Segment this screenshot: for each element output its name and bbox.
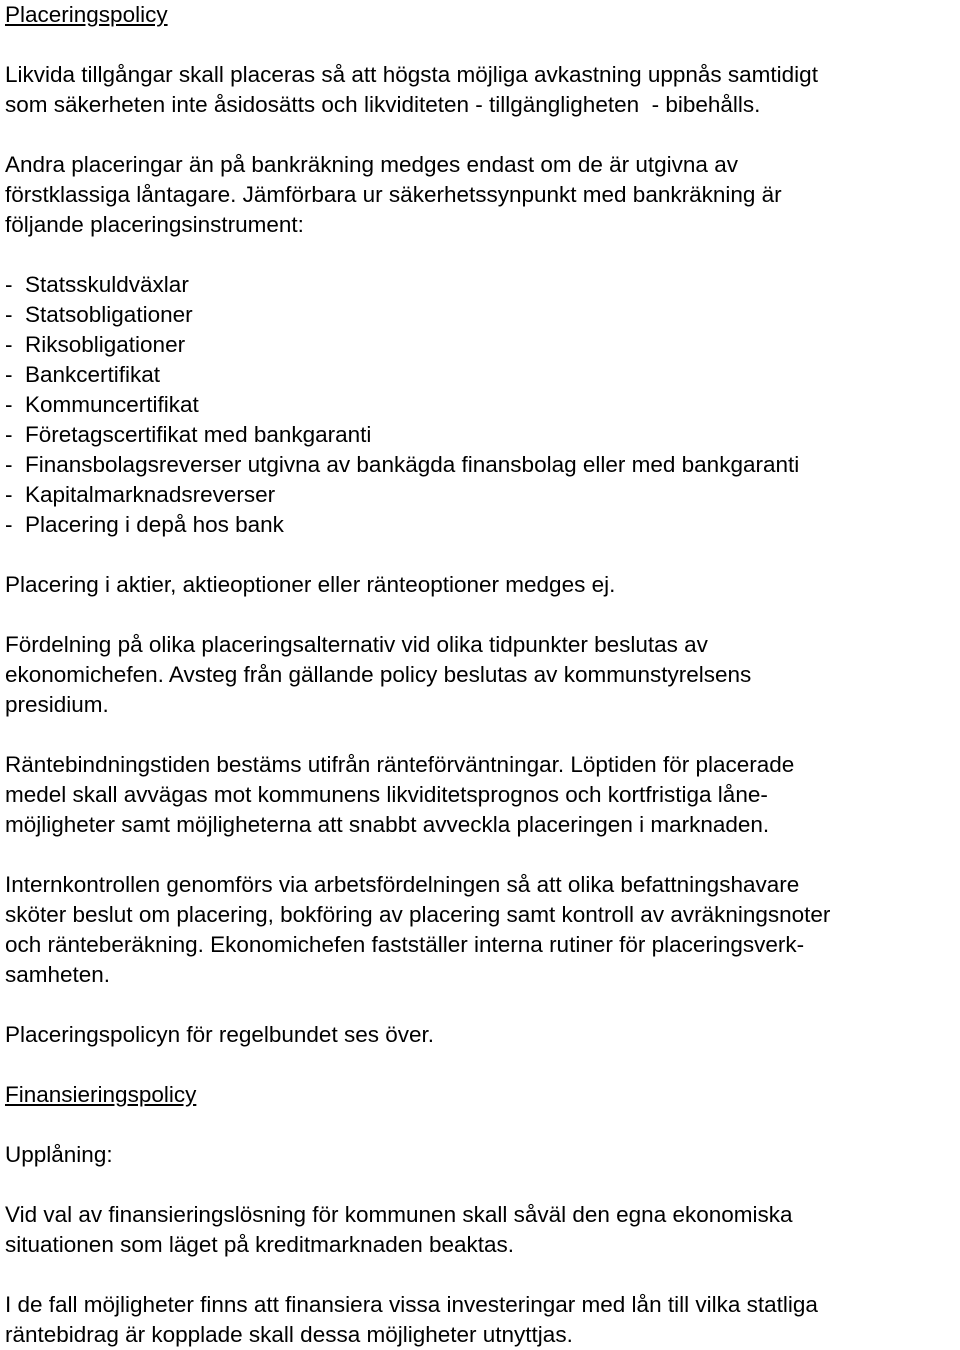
spacer: [5, 990, 957, 1020]
spacer: [5, 1170, 957, 1200]
paragraph-line: I de fall möjligheter finns att finansiera vissa investeringar med lån till vilka statliga: [5, 1292, 818, 1317]
allocation-paragraph: [5, 630, 957, 720]
interest-binding-paragraph: [5, 750, 957, 840]
list-item: - Statsskuldväxlar: [5, 272, 189, 297]
paragraph-line: förstklassiga låntagare. Jämförbara ur säkerhetssynpunkt med bankräkning är: [5, 182, 782, 207]
spacer: [5, 1050, 957, 1080]
list-item: - Kommuncertifikat: [5, 392, 199, 417]
paragraph-line: medel skall avvägas mot kommunens likviditetsprognos och kortfristiga låne-: [5, 782, 768, 807]
spacer: [5, 1260, 957, 1290]
state-grant-paragraph: [5, 1290, 957, 1350]
spacer: [5, 30, 957, 60]
other-placements-paragraph: [5, 150, 957, 240]
financing-policy-heading: Finansieringspolicy: [5, 1082, 197, 1107]
paragraph-line: Likvida tillgångar skall placeras så att högsta möjliga avkastning uppnås samtidigt: [5, 62, 818, 87]
document-page: [5, 0, 957, 1350]
list-item: - Företagscertifikat med bankgaranti: [5, 422, 372, 447]
paragraph-line: och ränteberäkning. Ekonomichefen fastställer interna rutiner för placeringsverk-: [5, 932, 805, 957]
list-item: - Placering i depå hos bank: [5, 512, 284, 537]
paragraph-line: Fördelning på olika placeringsalternativ vid olika tidpunkter beslutas av: [5, 632, 708, 657]
intro-paragraph: [5, 60, 957, 120]
financing-choice-paragraph: [5, 1200, 957, 1260]
paragraph-line: Andra placeringar än på bankräkning medges endast om de är utgivna av: [5, 152, 738, 177]
spacer: [5, 120, 957, 150]
spacer: [5, 840, 957, 870]
paragraph-line: samheten.: [5, 962, 111, 987]
shares-paragraph: Placering i aktier, aktieoptioner eller ränteoptioner medges ej.: [5, 572, 616, 597]
spacer: [5, 240, 957, 270]
paragraph-line: presidium.: [5, 692, 109, 717]
list-item: - Bankcertifikat: [5, 362, 161, 387]
paragraph-line: räntebidrag är kopplade skall dessa möjligheter utnyttjas.: [5, 1322, 573, 1347]
internal-control-paragraph: [5, 870, 957, 990]
paragraph-line: Internkontrollen genomförs via arbetsfördelningen så att olika befattningshavare: [5, 872, 800, 897]
review-paragraph: Placeringspolicyn för regelbundet ses över.: [5, 1022, 434, 1047]
paragraph-line: följande placeringsinstrument:: [5, 212, 304, 237]
placement-policy-heading: Placeringspolicy: [5, 2, 168, 27]
paragraph-line: möjligheter samt möjligheterna att snabbt avveckla placeringen i marknaden.: [5, 812, 770, 837]
paragraph-line: sköter beslut om placering, bokföring av placering samt kontroll av avräkningsnoter: [5, 902, 831, 927]
instrument-list: [5, 270, 957, 540]
paragraph-line: Vid val av finansieringslösning för kommunen skall såväl den egna ekonomiska: [5, 1202, 793, 1227]
spacer: [5, 540, 957, 570]
list-item: - Riksobligationer: [5, 332, 186, 357]
spacer: [5, 600, 957, 630]
paragraph-line: situationen som läget på kreditmarknaden beaktas.: [5, 1232, 515, 1257]
list-item: - Statsobligationer: [5, 302, 193, 327]
paragraph-line: ekonomichefen. Avsteg från gällande policy beslutas av kommunstyrelsens: [5, 662, 752, 687]
paragraph-line: som säkerheten inte åsidosätts och likviditeten - tillgängligheten - bibehålls.: [5, 92, 761, 117]
borrowing-subheading: Upplåning:: [5, 1142, 113, 1167]
paragraph-line: Räntebindningstiden bestäms utifrån ränteförväntningar. Löptiden för placerade: [5, 752, 795, 777]
list-item: - Finansbolagsreverser utgivna av bankägda finansbolag eller med bankgaranti: [5, 452, 800, 477]
list-item: - Kapitalmarknadsreverser: [5, 482, 276, 507]
spacer: [5, 1110, 957, 1140]
spacer: [5, 720, 957, 750]
